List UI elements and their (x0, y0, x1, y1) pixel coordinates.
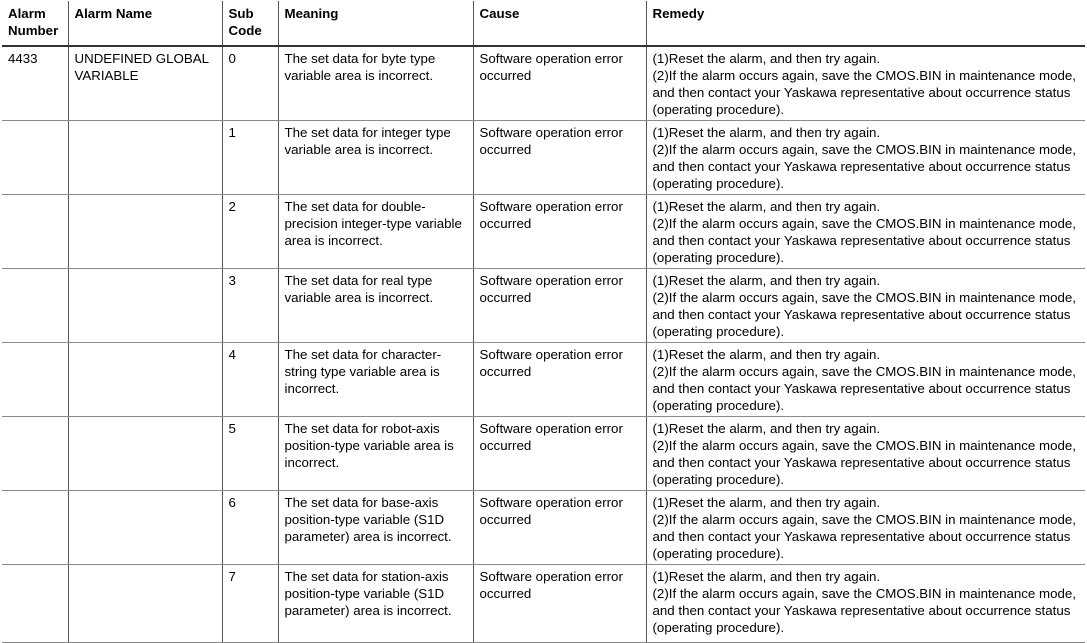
alarm-number-cell (2, 565, 68, 643)
remedy-cell (646, 343, 1085, 417)
table-row (2, 491, 1085, 565)
header-row (2, 1, 1085, 46)
remedy-cell (646, 269, 1085, 343)
remedy-step-2: (2)If the alarm occurs again, save the CMOS.BIN in maintenance mode, and then contact your Yaskawa representative about occurrence status (operating procedure). (652, 290, 1076, 339)
sub-code-cell: 3 (222, 269, 278, 343)
remedy-cell (646, 565, 1085, 643)
sub-code-cell: 7 (222, 565, 278, 643)
cause-cell: Software operation error occurred (473, 46, 646, 121)
table-row (2, 269, 1085, 343)
sub-code-cell: 1 (222, 121, 278, 195)
alarm-name-cell (68, 121, 222, 195)
alarm-name-cell (68, 343, 222, 417)
remedy-step-1: (1)Reset the alarm, and then try again. (652, 347, 881, 362)
alarm-name-cell (68, 417, 222, 491)
header-alarm-name: Alarm Name (68, 1, 222, 46)
cause-cell: Software operation error occurred (473, 121, 646, 195)
remedy-step-1: (1)Reset the alarm, and then try again. (652, 569, 881, 584)
table-row (2, 565, 1085, 643)
meaning-cell: The set data for character-string type variable area is incorrect. (278, 343, 473, 417)
remedy-cell (646, 195, 1085, 269)
alarm-name-cell: UNDEFINED GLOBAL VARIABLE (68, 46, 222, 121)
remedy-cell (646, 417, 1085, 491)
alarm-name-cell (68, 491, 222, 565)
meaning-cell: The set data for real type variable area is incorrect. (278, 269, 473, 343)
sub-code-cell: 2 (222, 195, 278, 269)
remedy-step-1: (1)Reset the alarm, and then try again. (652, 495, 881, 510)
alarm-name-cell (68, 195, 222, 269)
sub-code-cell: 5 (222, 417, 278, 491)
sub-code-cell: 4 (222, 343, 278, 417)
remedy-step-2: (2)If the alarm occurs again, save the CMOS.BIN in maintenance mode, and then contact your Yaskawa representative about occurrence status (operating procedure). (652, 438, 1076, 487)
cause-cell: Software operation error occurred (473, 343, 646, 417)
alarm-name-cell (68, 565, 222, 643)
header-alarm-number: Alarm Number (2, 1, 68, 46)
meaning-cell: The set data for base-axis position-type variable (S1D parameter) area is incorrect. (278, 491, 473, 565)
remedy-step-2: (2)If the alarm occurs again, save the CMOS.BIN in maintenance mode, and then contact your Yaskawa representative about occurrence status (operating procedure). (652, 512, 1076, 561)
alarm-number-cell (2, 417, 68, 491)
cause-cell: Software operation error occurred (473, 491, 646, 565)
table-row (2, 121, 1085, 195)
cause-cell: Software operation error occurred (473, 269, 646, 343)
alarm-number-cell (2, 491, 68, 565)
meaning-cell: The set data for integer type variable area is incorrect. (278, 121, 473, 195)
meaning-cell: The set data for byte type variable area is incorrect. (278, 46, 473, 121)
remedy-step-2: (2)If the alarm occurs again, save the CMOS.BIN in maintenance mode, and then contact your Yaskawa representative about occurrence status (operating procedure). (652, 364, 1076, 413)
table-row (2, 195, 1085, 269)
cause-cell: Software operation error occurred (473, 417, 646, 491)
cause-cell: Software operation error occurred (473, 565, 646, 643)
table-row (2, 46, 1085, 121)
header-cause: Cause (473, 1, 646, 46)
alarm-number-cell (2, 269, 68, 343)
remedy-cell (646, 121, 1085, 195)
remedy-step-1: (1)Reset the alarm, and then try again. (652, 51, 881, 66)
remedy-step-2: (2)If the alarm occurs again, save the CMOS.BIN in maintenance mode, and then contact your Yaskawa representative about occurrence status (operating procedure). (652, 586, 1076, 635)
meaning-cell: The set data for double-precision integer-type variable area is incorrect. (278, 195, 473, 269)
remedy-step-1: (1)Reset the alarm, and then try again. (652, 273, 881, 288)
remedy-step-2: (2)If the alarm occurs again, save the CMOS.BIN in maintenance mode, and then contact your Yaskawa representative about occurrence status (operating procedure). (652, 216, 1076, 265)
alarm-number-cell: 4433 (2, 46, 68, 121)
alarm-number-cell (2, 121, 68, 195)
meaning-cell: The set data for station-axis position-type variable (S1D parameter) area is incorrect. (278, 565, 473, 643)
meaning-cell: The set data for robot-axis position-type variable area is incorrect. (278, 417, 473, 491)
header-meaning: Meaning (278, 1, 473, 46)
sub-code-cell: 6 (222, 491, 278, 565)
remedy-step-1: (1)Reset the alarm, and then try again. (652, 421, 881, 436)
table-row (2, 417, 1085, 491)
remedy-step-2: (2)If the alarm occurs again, save the CMOS.BIN in maintenance mode, and then contact your Yaskawa representative about occurrence status (operating procedure). (652, 68, 1076, 117)
alarm-number-cell (2, 343, 68, 417)
remedy-step-2: (2)If the alarm occurs again, save the CMOS.BIN in maintenance mode, and then contact your Yaskawa representative about occurrence status (operating procedure). (652, 142, 1076, 191)
table-row (2, 343, 1085, 417)
remedy-cell (646, 491, 1085, 565)
remedy-step-1: (1)Reset the alarm, and then try again. (652, 199, 881, 214)
remedy-cell (646, 46, 1085, 121)
header-remedy: Remedy (646, 1, 1085, 46)
alarm-name-cell (68, 269, 222, 343)
header-sub-code: Sub Code (222, 1, 278, 46)
remedy-step-1: (1)Reset the alarm, and then try again. (652, 125, 881, 140)
cause-cell: Software operation error occurred (473, 195, 646, 269)
sub-code-cell: 0 (222, 46, 278, 121)
alarm-table (2, 1, 1085, 643)
alarm-number-cell (2, 195, 68, 269)
